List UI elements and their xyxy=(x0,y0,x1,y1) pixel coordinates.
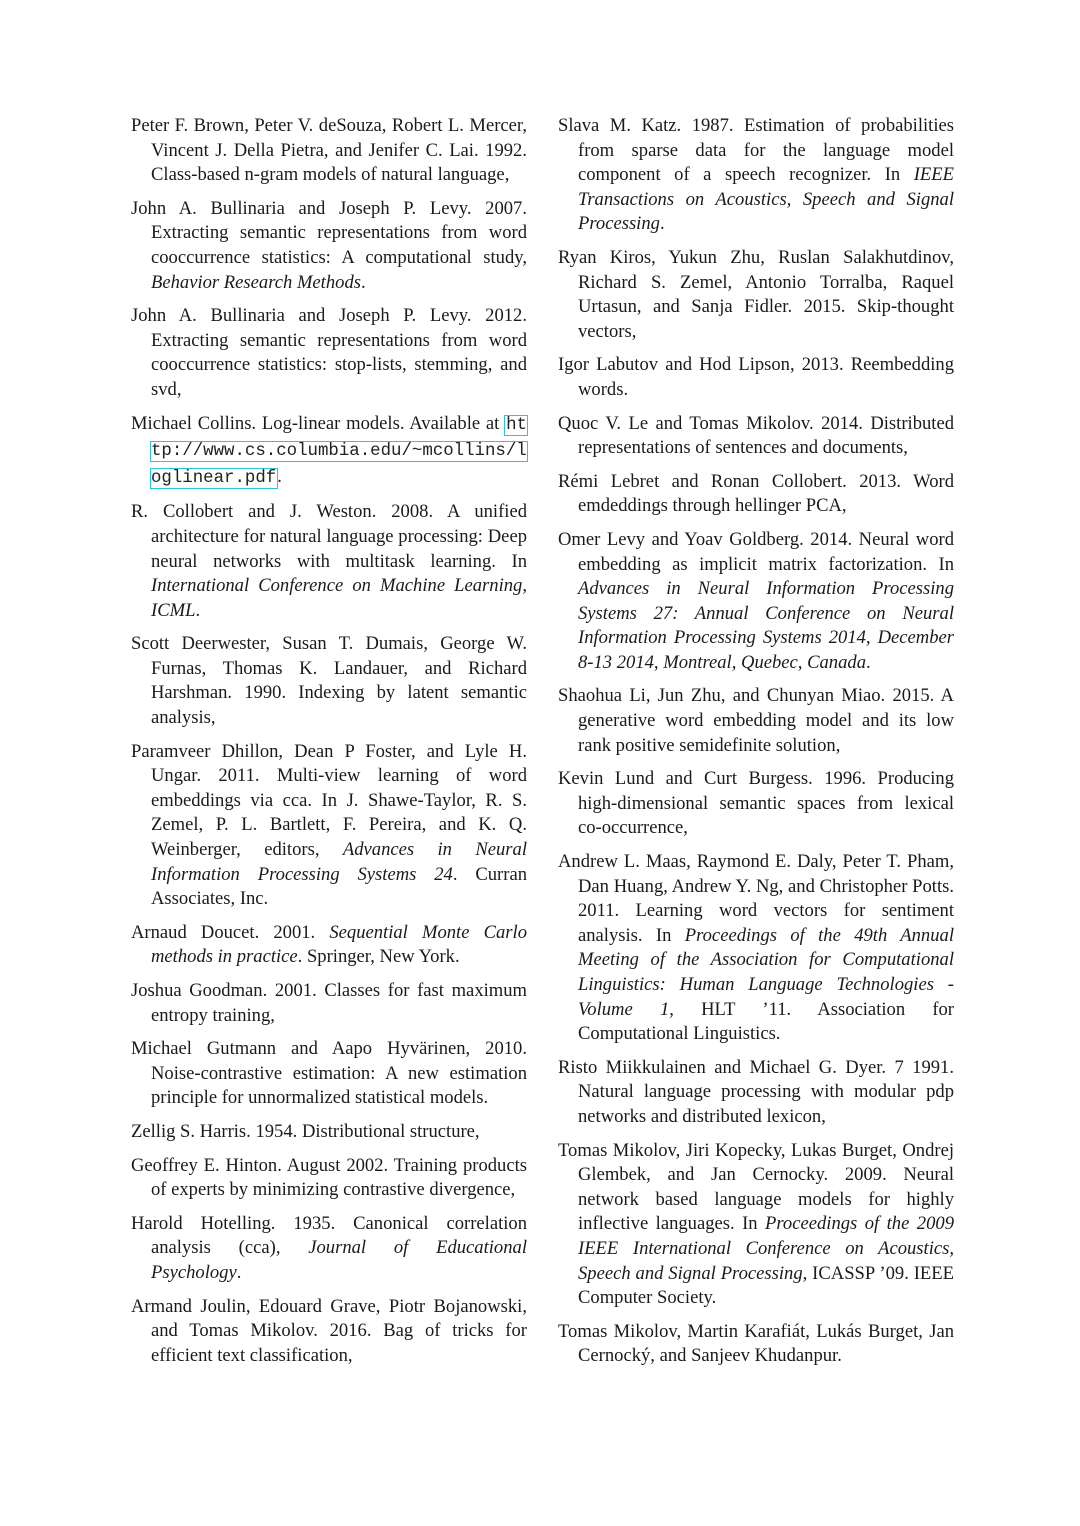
reference-entry: Joshua Goodman. 2001. Classes for fast maximum entropy training, xyxy=(131,980,527,1026)
reference-entry: Omer Levy and Yoav Goldberg. 2014. Neural word embedding as implicit matrix factorization. In Advances in Neural Information Processing Systems 27: Annual Conference on Neural Information Processing Systems 2014, December 8-13 2014, Montreal, Quebec, Canada. xyxy=(558,528,954,673)
reference-entry: Scott Deerwester, Susan T. Dumais, George W. Furnas, Thomas K. Landauer, and Richard Harshman. 1990. Indexing by latent semantic analysis, xyxy=(131,633,527,729)
reference-entry: Geoffrey E. Hinton. August 2002. Training products of experts by minimizing contrastive divergence, xyxy=(131,1154,527,1201)
reference-entry: Rémi Lebret and Ronan Collobert. 2013. Word emdeddings through hellinger PCA, xyxy=(558,470,954,517)
reference-entry: Zellig S. Harris. 1954. Distributional structure, xyxy=(131,1120,480,1142)
reference-url-link[interactable]: http://www.cs.columbia.edu/~mcollins/loglinear.pdf xyxy=(151,415,527,488)
reference-entry: Tomas Mikolov, Martin Karafiát, Lukás Burget, Jan Cernocký, and Sanjeev Khudanpur. xyxy=(558,1320,954,1367)
venue-title: Proceedings of the 2009 IEEE International Conference on Acoustics, Speech and Signal Processing xyxy=(578,1213,954,1284)
reference-entry: Igor Labutov and Hod Lipson, 2013. Reembedding words. xyxy=(558,354,954,400)
reference-entry: R. Collobert and J. Weston. 2008. A unified architecture for natural language processing: Deep neural networks with multitask learning. In International Conference on Machine Learning, ICML. xyxy=(131,501,527,621)
reference-entry: Armand Joulin, Edouard Grave, Piotr Bojanowski, and Tomas Mikolov. 2016. Bag of tricks for efficient text classification, xyxy=(131,1295,527,1366)
reference-entry: Shaohua Li, Jun Zhu, and Chunyan Miao. 2015. A generative word embedding model and its low rank positive semidefinite solution, xyxy=(558,685,954,756)
reference-entry: Risto Miikkulainen and Michael G. Dyer. 7 1991. Natural language processing with modular pdp networks and distributed lexicon, xyxy=(558,1056,954,1127)
reference-entry: Paramveer Dhillon, Dean P Foster, and Lyle H. Ungar. 2011. Multi-view learning of word embeddings via cca. In J. Shawe-Taylor, R. S. Zemel, P. L. Bartlett, F. Pereira, and K. Q. Weinberger, editors, Advances in Neural Information Processing Systems 24. Curran Associates, Inc. xyxy=(131,740,527,910)
references-right-column xyxy=(558,114,954,1378)
reference-entry: Andrew L. Maas, Raymond E. Daly, Peter T. Pham, Dan Huang, Andrew Y. Ng, and Christopher Potts. 2011. Learning word vectors for sentiment analysis. In Proceedings of the 49th Annual Meeting of the Association for Computational Linguistics: Human Language Technologies - Volume 1, HLT ’11. Association for Computational Linguistics. xyxy=(558,851,954,1045)
reference-entry: Tomas Mikolov, Jiri Kopecky, Lukas Burget, Ondrej Glembek, and Jan Cernocky. 2009. Neural network based language models for highly inflective languages. In Proceedings of the 2009 IEEE International Conference on Acoustics, Speech and Signal Processing, ICASSP ’09. IEEE Computer Society. xyxy=(558,1139,954,1309)
reference-entry: Quoc V. Le and Tomas Mikolov. 2014. Distributed representations of sentences and documents, xyxy=(558,412,954,459)
venue-title: International Conference on Machine Learning, ICML xyxy=(151,575,527,621)
reference-entry: John A. Bullinaria and Joseph P. Levy. 2007. Extracting semantic representations from word cooccurrence statistics: A computational study, Behavior Research Methods. xyxy=(131,197,527,293)
venue-title: Behavior Research Methods xyxy=(151,271,361,293)
reference-entry: John A. Bullinaria and Joseph P. Levy. 2012. Extracting semantic representations from word cooccurrence statistics: stop-lists, stemming, and svd, xyxy=(131,305,527,400)
references-left-column xyxy=(131,114,527,1377)
reference-entry: Michael Gutmann and Aapo Hyvärinen, 2010. Noise-contrastive estimation: A new estimation principle for unnormalized statistical models. xyxy=(131,1038,527,1109)
reference-entry: Arnaud Doucet. 2001. Sequential Monte Carlo methods in practice. Springer, New York. xyxy=(131,921,527,968)
reference-entry: Michael Collins. Log-linear models. Available at http://www.cs.columbia.edu/~mcollins/loglinear.pdf. xyxy=(131,412,527,488)
reference-entry: Slava M. Katz. 1987. Estimation of probabilities from sparse data for the language model component of a speech recognizer. In IEEE Transactions on Acoustics, Speech and Signal Processing. xyxy=(558,115,954,235)
reference-entry: Harold Hotelling. 1935. Canonical correlation analysis (cca), Journal of Educational Psychology. xyxy=(131,1212,527,1283)
venue-title: Advances in Neural Information Processing Systems 27: Annual Conference on Neural Information Processing Systems 2014, December 8-13 2014, Montreal, Quebec, Canada xyxy=(578,578,954,673)
venue-title: IEEE Transactions on Acoustics, Speech and Signal Processing xyxy=(578,164,954,235)
reference-entry: Peter F. Brown, Peter V. deSouza, Robert L. Mercer, Vincent J. Della Pietra, and Jenifer C. Lai. 1992. Class-based n-gram models of natural language, xyxy=(131,115,527,186)
book-title: Sequential Monte Carlo methods in practice xyxy=(151,921,527,968)
venue-title: Journal of Educational Psychology xyxy=(151,1237,527,1283)
reference-entry: Ryan Kiros, Yukun Zhu, Ruslan Salakhutdinov, Richard S. Zemel, Antonio Torralba, Raquel Urtasun, and Sanja Fidler. 2015. Skip-thought vectors, xyxy=(558,246,954,342)
reference-entry: Kevin Lund and Curt Burgess. 1996. Producing high-dimensional semantic spaces from lexical co-occurrence, xyxy=(558,768,954,839)
venue-title: Proceedings of the 49th Annual Meeting of the Association for Computational Linguistics: Human Language Technologies - Volume 1 xyxy=(578,924,954,1020)
venue-title: Advances in Neural Information Processing Systems 24 xyxy=(151,839,527,885)
